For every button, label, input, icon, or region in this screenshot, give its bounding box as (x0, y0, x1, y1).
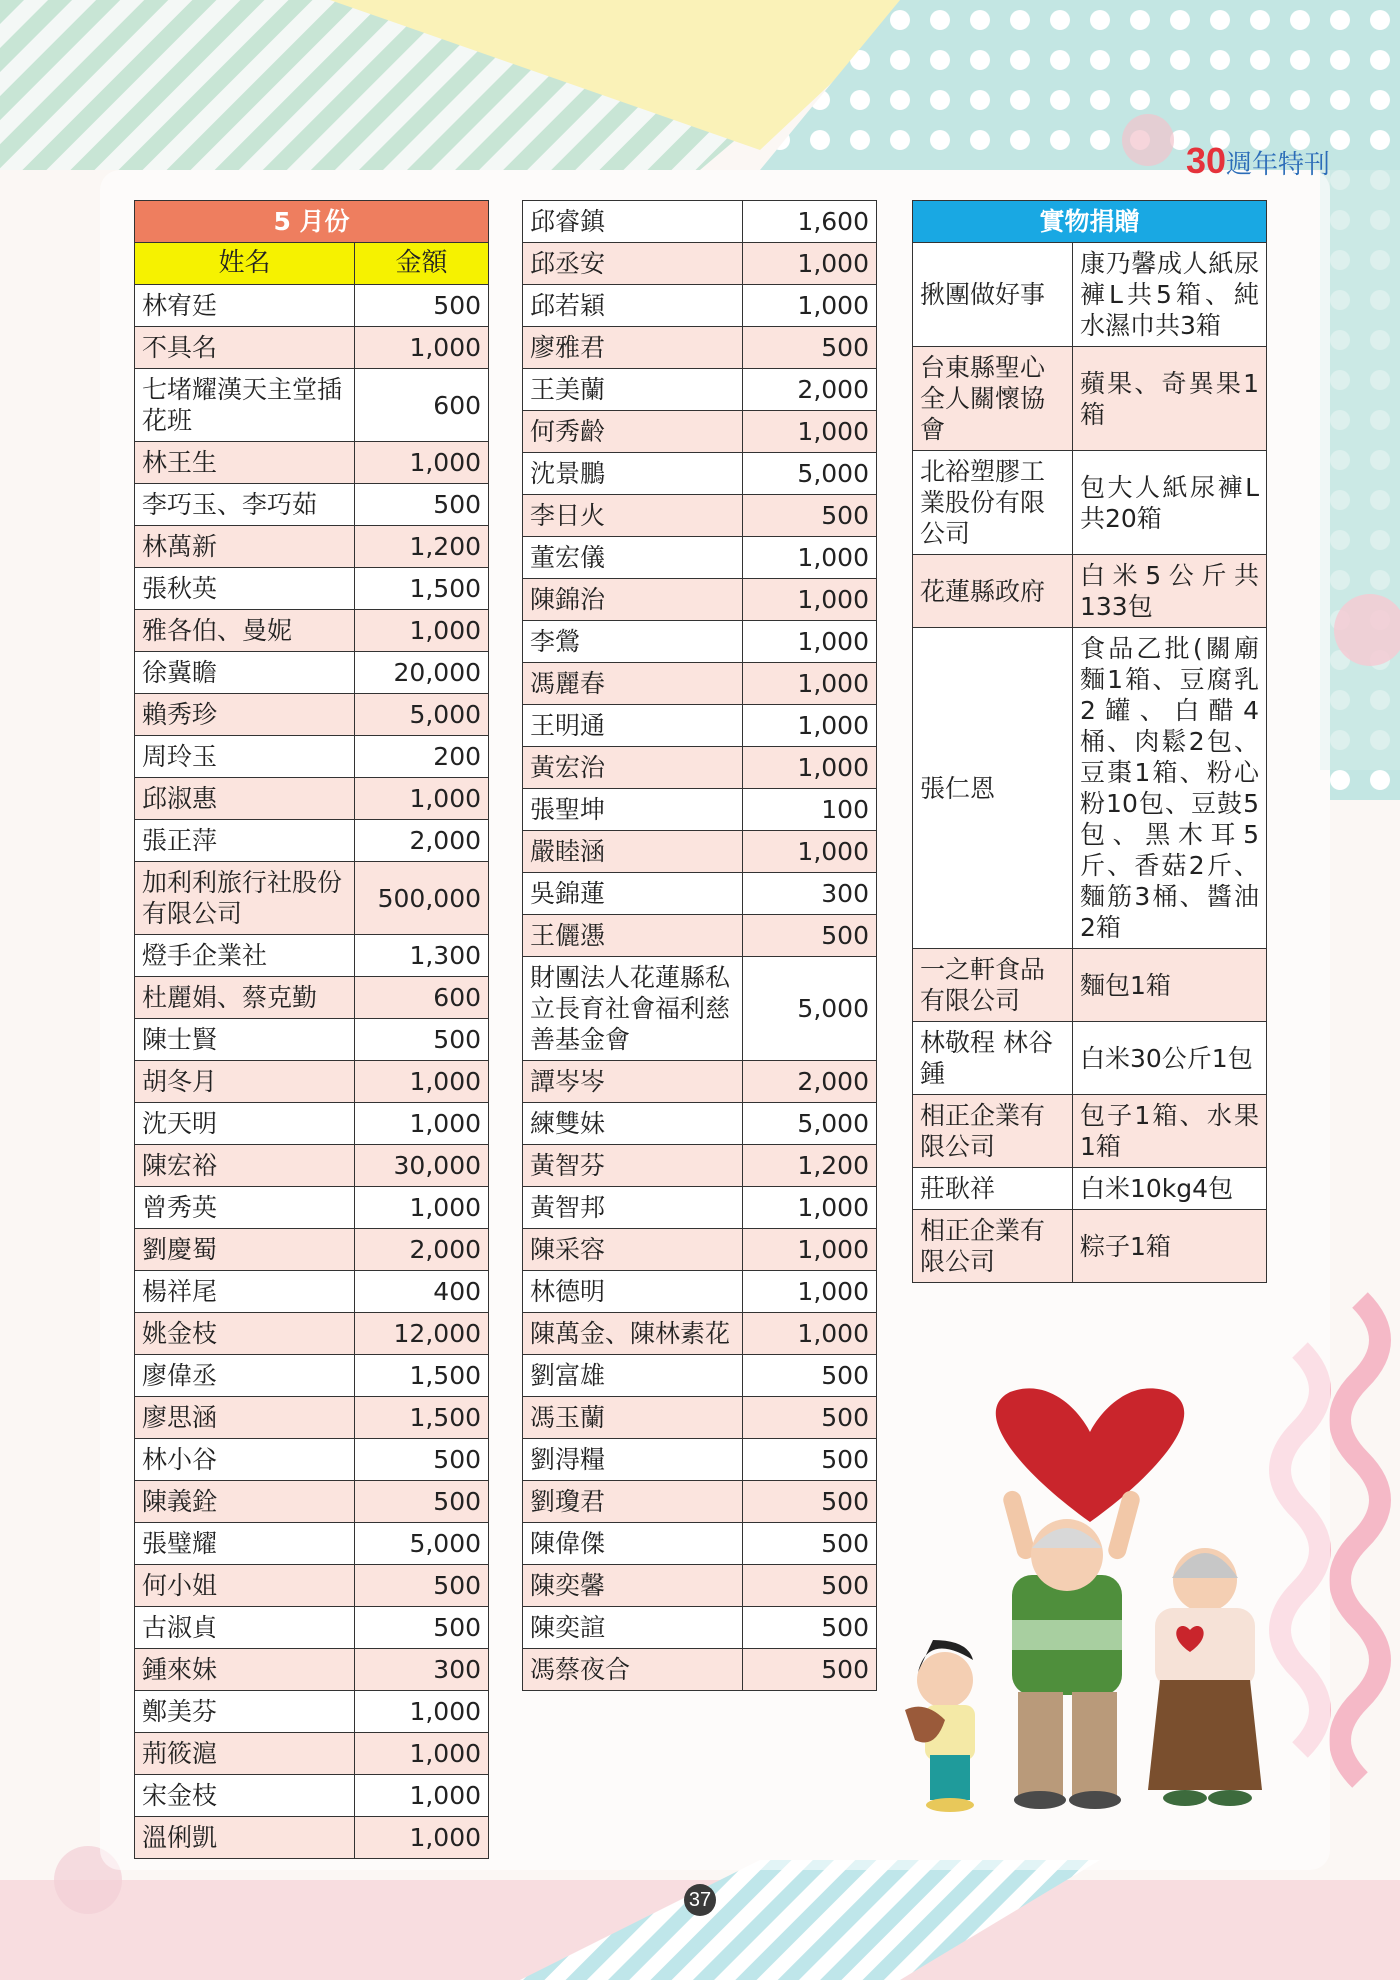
donor-name: 加利利旅行社股份有限公司 (135, 862, 355, 935)
donation-amount: 1,300 (355, 935, 489, 977)
donor-name: 鄭美芬 (135, 1691, 355, 1733)
donor-name: 溫俐凱 (135, 1817, 355, 1859)
donor-name: 黃宏治 (523, 747, 743, 789)
donation-amount: 1,500 (355, 1397, 489, 1439)
donor-name: 陳士賢 (135, 1019, 355, 1061)
donation-amount: 500 (743, 1481, 877, 1523)
table-row (135, 1145, 489, 1187)
donor-name: 陳義銓 (135, 1481, 355, 1523)
donor-name: 楊祥尾 (135, 1271, 355, 1313)
donation-table-may (134, 200, 489, 1859)
donor-name: 張璧耀 (135, 1523, 355, 1565)
donation-amount: 100 (743, 789, 877, 831)
donation-amount: 600 (355, 977, 489, 1019)
table-row (523, 1229, 877, 1271)
donation-amount: 1,000 (743, 705, 877, 747)
donor-name: 馮麗春 (523, 663, 743, 705)
donor-name: 劉慶蜀 (135, 1229, 355, 1271)
donation-amount: 1,000 (355, 1691, 489, 1733)
table-row (135, 694, 489, 736)
table-row (135, 1229, 489, 1271)
donor-name: 陳萬金、陳林素花 (523, 1313, 743, 1355)
table-header-row (135, 243, 489, 285)
gift-item: 粽子1箱 (1073, 1210, 1267, 1283)
donor-name: 宋金枝 (135, 1775, 355, 1817)
donor-name: 王儷慿 (523, 915, 743, 957)
table-row (523, 1061, 877, 1103)
table-row (135, 610, 489, 652)
donation-amount: 500 (743, 1565, 877, 1607)
donation-amount: 2,000 (743, 1061, 877, 1103)
table-row (135, 1187, 489, 1229)
donor-name: 古淑貞 (135, 1607, 355, 1649)
donation-amount: 1,000 (355, 610, 489, 652)
donation-amount: 1,000 (743, 411, 877, 453)
table-row (135, 778, 489, 820)
table-row (913, 1095, 1267, 1168)
table-row (135, 285, 489, 327)
table-row (135, 1817, 489, 1859)
table-row (135, 862, 489, 935)
donation-amount: 1,000 (743, 1313, 877, 1355)
donation-amount: 1,000 (743, 579, 877, 621)
donor-name: 嚴睦涵 (523, 831, 743, 873)
donor-name: 張秋英 (135, 568, 355, 610)
table-row (523, 1565, 877, 1607)
donation-amount: 1,000 (743, 621, 877, 663)
donation-amount: 1,000 (355, 1817, 489, 1859)
table-row (523, 243, 877, 285)
donor-name: 李鶯 (523, 621, 743, 663)
donation-amount: 2,000 (743, 369, 877, 411)
gift-title-row (913, 201, 1267, 243)
donor-name: 邱睿鎮 (523, 201, 743, 243)
donation-amount: 30,000 (355, 1145, 489, 1187)
table-row (135, 1313, 489, 1355)
table-row (913, 1022, 1267, 1095)
table-row (523, 705, 877, 747)
donor-name: 劉富雄 (523, 1355, 743, 1397)
table-row (135, 1565, 489, 1607)
donation-amount: 600 (355, 369, 489, 442)
table-row (523, 1523, 877, 1565)
donor-name: 黃智邦 (523, 1187, 743, 1229)
table-row (523, 621, 877, 663)
table-row (523, 873, 877, 915)
donation-amount: 200 (355, 736, 489, 778)
table-row (523, 579, 877, 621)
donation-amount: 1,000 (743, 831, 877, 873)
table-row (135, 327, 489, 369)
table-row (523, 1481, 877, 1523)
donation-amount: 500 (743, 1397, 877, 1439)
table-row (523, 1313, 877, 1355)
donation-amount: 1,200 (355, 526, 489, 568)
donation-amount: 1,000 (355, 1733, 489, 1775)
donor-name: 杜麗娟、蔡克勤 (135, 977, 355, 1019)
donor-name: 林宥廷 (135, 285, 355, 327)
donor-name: 陳錦治 (523, 579, 743, 621)
table-row (135, 1481, 489, 1523)
gift-donor: 相正企業有限公司 (913, 1210, 1073, 1283)
donor-name: 何秀齡 (523, 411, 743, 453)
in-kind-donation-table (912, 200, 1267, 1283)
donation-amount: 500 (743, 1523, 877, 1565)
donor-name: 李日火 (523, 495, 743, 537)
donor-name: 財團法人花蓮縣私立長育社會福利慈善基金會 (523, 957, 743, 1061)
donor-name: 燈手企業社 (135, 935, 355, 977)
table-row (135, 1355, 489, 1397)
table-row (913, 451, 1267, 555)
donation-amount: 1,000 (355, 1061, 489, 1103)
donor-name: 張正萍 (135, 820, 355, 862)
donor-name: 荊筱滬 (135, 1733, 355, 1775)
gift-donor: 莊耿祥 (913, 1168, 1073, 1210)
table-row (523, 201, 877, 243)
gift-item: 蘋果、奇異果1箱 (1073, 347, 1267, 451)
donation-amount: 5,000 (743, 957, 877, 1061)
donor-name: 陳采容 (523, 1229, 743, 1271)
table-row (523, 1355, 877, 1397)
table-row (523, 1439, 877, 1481)
donation-table-continued (522, 200, 877, 1691)
donation-amount: 500,000 (355, 862, 489, 935)
table-row (523, 1607, 877, 1649)
donation-amount: 1,000 (355, 1187, 489, 1229)
donor-name: 曾秀英 (135, 1187, 355, 1229)
gift-donor: 花蓮縣政府 (913, 555, 1073, 628)
donor-name: 王美蘭 (523, 369, 743, 411)
table-row (523, 789, 877, 831)
table-row (913, 243, 1267, 347)
donation-amount: 1,600 (743, 201, 877, 243)
table-row (135, 1103, 489, 1145)
donor-name: 雅各伯、曼妮 (135, 610, 355, 652)
gift-item: 包子1箱、水果1箱 (1073, 1095, 1267, 1168)
donor-name: 七堵耀漢天主堂插花班 (135, 369, 355, 442)
table-row (523, 1271, 877, 1313)
donor-name: 廖雅君 (523, 327, 743, 369)
table-row (913, 555, 1267, 628)
donation-amount: 400 (355, 1271, 489, 1313)
donation-amount: 1,200 (743, 1145, 877, 1187)
donor-name: 不具名 (135, 327, 355, 369)
table-row (135, 1691, 489, 1733)
donor-name: 董宏儀 (523, 537, 743, 579)
table-row (135, 1775, 489, 1817)
donor-name: 林德明 (523, 1271, 743, 1313)
table-row (135, 1523, 489, 1565)
table-row (523, 915, 877, 957)
table-row (135, 736, 489, 778)
donor-name: 徐冀瞻 (135, 652, 355, 694)
table-row (523, 411, 877, 453)
table-row (135, 1439, 489, 1481)
donor-name: 陳奕馨 (523, 1565, 743, 1607)
donor-name: 周玲玉 (135, 736, 355, 778)
gift-donor: 一之軒食品有限公司 (913, 949, 1073, 1022)
donor-name: 李巧玉、李巧茹 (135, 484, 355, 526)
donor-name: 譚岑岑 (523, 1061, 743, 1103)
donation-amount: 1,000 (743, 1229, 877, 1271)
donation-amount: 300 (743, 873, 877, 915)
donation-amount: 5,000 (355, 1523, 489, 1565)
table-row (913, 347, 1267, 451)
donation-amount: 1,000 (743, 285, 877, 327)
table-row (135, 977, 489, 1019)
donor-name: 何小姐 (135, 1565, 355, 1607)
donor-name: 邱若穎 (523, 285, 743, 327)
publication-header (1090, 140, 1330, 182)
table-row (523, 747, 877, 789)
donation-amount: 500 (355, 1607, 489, 1649)
donor-name: 姚金枝 (135, 1313, 355, 1355)
table-row (135, 1061, 489, 1103)
donor-name: 林王生 (135, 442, 355, 484)
donation-amount: 1,000 (743, 1271, 877, 1313)
donation-amount: 500 (355, 484, 489, 526)
donor-name: 劉瓊君 (523, 1481, 743, 1523)
table-row (523, 453, 877, 495)
donation-amount: 2,000 (355, 1229, 489, 1271)
anniversary-text: 週年特刊 (1225, 150, 1330, 180)
table-row (135, 526, 489, 568)
donation-amount: 1,000 (355, 1775, 489, 1817)
donor-name: 馮蔡夜合 (523, 1649, 743, 1691)
donor-name: 馮玉蘭 (523, 1397, 743, 1439)
donation-amount: 1,000 (743, 1187, 877, 1229)
donation-amount: 5,000 (743, 453, 877, 495)
donation-amount: 500 (743, 1355, 877, 1397)
donation-amount: 500 (743, 327, 877, 369)
donor-name: 林萬新 (135, 526, 355, 568)
donation-amount: 20,000 (355, 652, 489, 694)
table-row (135, 1397, 489, 1439)
donation-amount: 1,000 (355, 442, 489, 484)
table-row (135, 820, 489, 862)
gift-donor: 林敬程 林谷鍾 (913, 1022, 1073, 1095)
donation-amount: 500 (355, 1439, 489, 1481)
donation-amount: 1,500 (355, 1355, 489, 1397)
donor-name: 鍾來妹 (135, 1649, 355, 1691)
table-row (523, 957, 877, 1061)
donation-amount: 5,000 (743, 1103, 877, 1145)
donation-amount: 1,000 (743, 537, 877, 579)
gift-item: 白米10kg4包 (1073, 1168, 1267, 1210)
donor-name: 沈景鵬 (523, 453, 743, 495)
donor-name: 陳偉傑 (523, 1523, 743, 1565)
table-row (135, 652, 489, 694)
donation-amount: 300 (355, 1649, 489, 1691)
donor-name: 陳奕諠 (523, 1607, 743, 1649)
table-row (523, 663, 877, 705)
donation-amount: 1,000 (743, 663, 877, 705)
donation-amount: 1,500 (355, 568, 489, 610)
donation-amount: 5,000 (355, 694, 489, 736)
page-number: 37 (684, 1884, 716, 1916)
table-row (135, 1649, 489, 1691)
header-amount: 金額 (355, 243, 489, 285)
table-row (135, 442, 489, 484)
table-row (135, 1733, 489, 1775)
table-row (135, 568, 489, 610)
gift-item: 白米5公斤共133包 (1073, 555, 1267, 628)
donation-amount: 1,000 (355, 1103, 489, 1145)
donation-amount: 12,000 (355, 1313, 489, 1355)
table-row (135, 935, 489, 977)
header-name: 姓名 (135, 243, 355, 285)
donation-amount: 1,000 (743, 747, 877, 789)
donation-amount: 1,000 (355, 327, 489, 369)
donation-amount: 500 (743, 915, 877, 957)
month-title: 5 月份 (135, 201, 489, 243)
donor-name: 黃智芬 (523, 1145, 743, 1187)
gift-title: 實物捐贈 (913, 201, 1267, 243)
donation-amount: 500 (743, 1607, 877, 1649)
gift-donor: 揪團做好事 (913, 243, 1073, 347)
donation-amount: 500 (743, 1649, 877, 1691)
donation-amount: 1,000 (743, 243, 877, 285)
donation-amount: 500 (355, 1565, 489, 1607)
gift-item: 白米30公斤1包 (1073, 1022, 1267, 1095)
table-row (523, 1397, 877, 1439)
table-row (135, 484, 489, 526)
table-row (135, 369, 489, 442)
gift-item: 麵包1箱 (1073, 949, 1267, 1022)
table-row (523, 285, 877, 327)
donor-name: 胡冬月 (135, 1061, 355, 1103)
gift-item: 包大人紙尿褲L共20箱 (1073, 451, 1267, 555)
table-row (913, 628, 1267, 949)
donation-amount: 500 (743, 495, 877, 537)
donor-name: 張聖坤 (523, 789, 743, 831)
donation-amount: 500 (355, 1019, 489, 1061)
donation-amount: 500 (355, 1481, 489, 1523)
elderly-couple-heart-illustration (900, 1380, 1280, 1830)
table-row (135, 1019, 489, 1061)
donation-amount: 1,000 (355, 778, 489, 820)
donor-name: 王明通 (523, 705, 743, 747)
table-row (523, 1145, 877, 1187)
donor-name: 邱丞安 (523, 243, 743, 285)
donor-name: 廖偉丞 (135, 1355, 355, 1397)
table-row (135, 1607, 489, 1649)
donor-name: 練雙妹 (523, 1103, 743, 1145)
gift-donor: 張仁恩 (913, 628, 1073, 949)
donor-name: 廖思涵 (135, 1397, 355, 1439)
table-row (913, 1168, 1267, 1210)
table-title-row (135, 201, 489, 243)
table-row (523, 537, 877, 579)
table-row (523, 495, 877, 537)
gift-donor: 相正企業有限公司 (913, 1095, 1073, 1168)
anniversary-number: 30 (1185, 140, 1226, 181)
gift-donor: 北裕塑膠工業股份有限公司 (913, 451, 1073, 555)
gift-item: 食品乙批(關廟麵1箱、豆腐乳2罐、白醋4桶、肉鬆2包、豆棗1箱、粉心粉10包、豆鼓5包、黑木耳5斤、香菇2斤、麵筋3桶、醬油2箱 (1073, 628, 1267, 949)
donor-name: 陳宏裕 (135, 1145, 355, 1187)
table-row (523, 327, 877, 369)
table-row (913, 949, 1267, 1022)
donor-name: 沈天明 (135, 1103, 355, 1145)
donor-name: 吳錦蓮 (523, 873, 743, 915)
table-row (523, 1649, 877, 1691)
table-row (523, 1103, 877, 1145)
table-row (913, 1210, 1267, 1283)
table-row (523, 369, 877, 411)
donor-name: 賴秀珍 (135, 694, 355, 736)
donation-amount: 2,000 (355, 820, 489, 862)
table-row (523, 831, 877, 873)
table-row (135, 1271, 489, 1313)
donation-amount: 500 (743, 1439, 877, 1481)
donor-name: 劉淂糧 (523, 1439, 743, 1481)
gift-item: 康乃馨成人紙尿褲L共5箱、純水濕巾共3箱 (1073, 243, 1267, 347)
table-row (523, 1187, 877, 1229)
donor-name: 邱淑惠 (135, 778, 355, 820)
donor-name: 林小谷 (135, 1439, 355, 1481)
gift-donor: 台東縣聖心全人關懷協會 (913, 347, 1073, 451)
donation-amount: 500 (355, 285, 489, 327)
